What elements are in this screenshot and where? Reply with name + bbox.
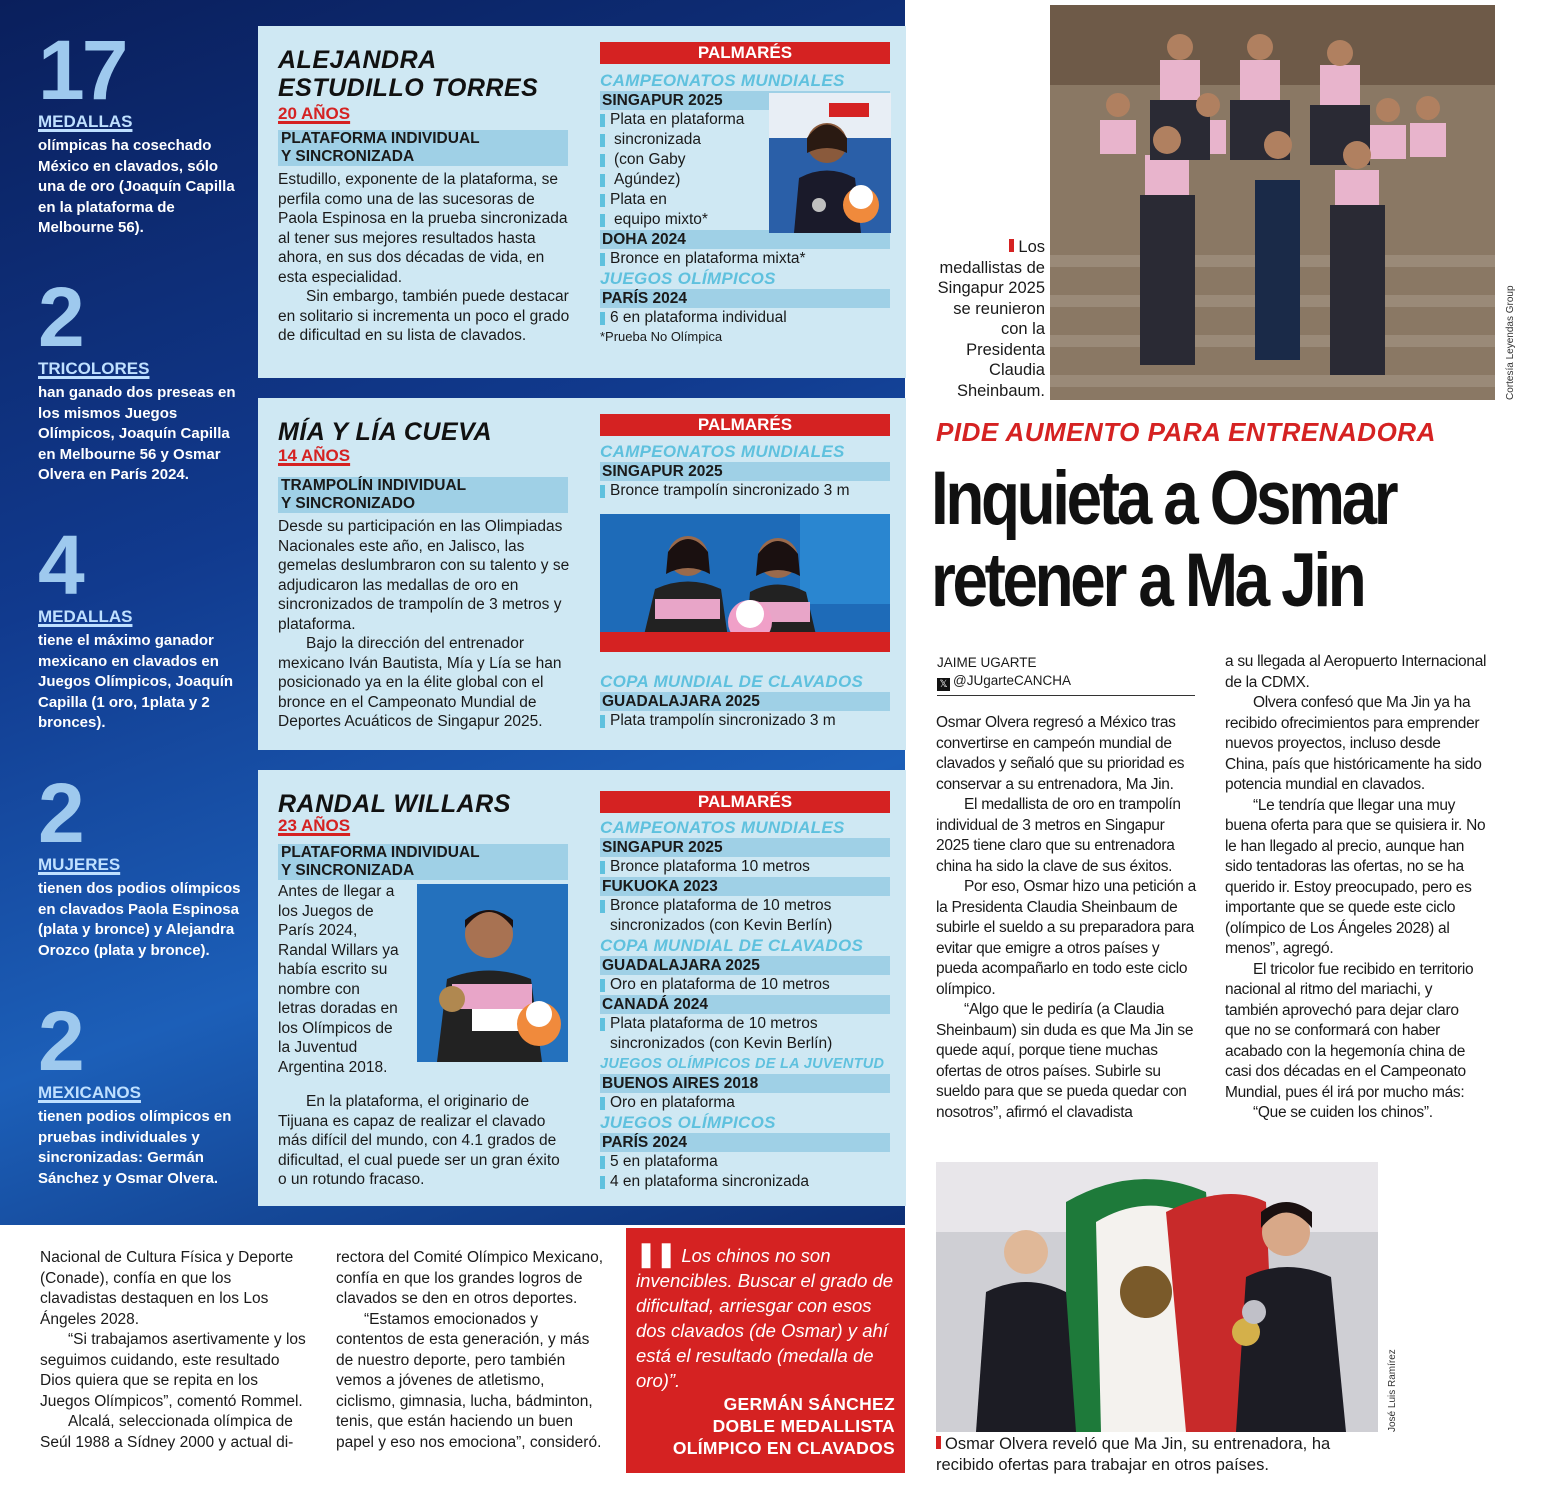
athlete-photo [600, 514, 890, 652]
athlete-category: PLATAFORMA INDIVIDUAL Y SINCRONIZADA [278, 844, 568, 880]
photo-credit-2: José Luis Ramírez [1387, 1349, 1398, 1432]
quote-author-title-2: OLÍMPICO EN CLAVADOS [672, 1438, 895, 1458]
stat-label: MUJERES [38, 855, 121, 874]
stat-description: tiene el máximo ganador mexicano en clavados en Juegos Olímpicos, Joaquín Capilla (1 oro, 1plata y 2 bronces). [38, 632, 234, 731]
athlete-body-2: En la plataforma, el originario de Tijuana es capaz de realizar el clavado más difícil del mundo, con 4.1 grados de dificultad, el cual puede ser un gran éxito o un rotundo fracaso. [278, 1093, 560, 1188]
x-icon: 𝕏 [937, 678, 950, 691]
group-photo [1050, 5, 1495, 400]
article-column-2: a su llegada al Aeropuerto Internacional de la CDMX. Olvera confesó que Ma Jin ya ha recibido ofrecimientos para emprender nuevos proyectos, incluso desde China, país que históricamente ha sido potencia mundial en clavados. “Le tendría que llegar una muy buena oferta para que se quisiera ir. No le han llegado al precio, aunque han sido tentadoras las ofertas, no se ha querido ir. Estoy preocupado, pero es importante que se quede este ciclo (olímpico de Los Ángeles 2028) al menos”, agregó. El tricolor fue recibido en territorio nacional al ritmo del mariachi, y también aprovechó para dejar claro que no se conformará con haber acabado con la hegemonía china de casi dos décadas en el Campeonato Mundial, pues él irá por mucho más: “Que se cuiden los chinos”. [1225, 653, 1487, 1121]
stat-label: MEXICANOS [38, 1083, 141, 1102]
author-handle: 𝕏 @JUgarteCANCHA [937, 672, 1195, 691]
palmares-list: CAMPEONATOS MUNDIALES SINGAPUR 2025 Bronce trampolín sincronizado 3 m [600, 442, 890, 501]
stat-label: MEDALLAS [38, 607, 133, 626]
bottom-column-1: Nacional de Cultura Física y Deporte (Conade), confía en que los clavadistas destaquen en los Los Ángeles 2028. “Si trabajamos asertivamente y los seguimos cuidando, este resultado Dios quiera que se repita en los Juegos Olímpicos”, comentó Rommel. Alcalá, seleccionada olímpica de Seúl 1988 a Sídney 2000 y actual di- [40, 1249, 306, 1451]
stat-number: 2 [38, 994, 82, 1088]
stat-block [38, 766, 248, 961]
palmares-heading: PALMARÉS [600, 42, 890, 64]
stat-number: 2 [38, 766, 82, 860]
article-column-1: Osmar Olvera regresó a México tras convertirse en campeón mundial de clavados y señaló que su prioridad es conservar a su entrenadora, Ma Jin. El medallista de oro en trampolín individual de 3 metros en Singapur 2025 tiene claro que su entrenadora china ha sido la clave de sus éxitos. Por eso, Osmar hizo una petición a la Presidenta Claudia Sheinbaum de subirle el sueldo a su preparadora para evitar que emigre a otros países y pueda acompañarlo en todo este ciclo olímpico. “Algo que le pediría (a Claudia Sheinbaum) sin duda es que Ma Jin se quede aquí, porque tiene muchas ofertas de otros países. Subirle su sueldo para que se pueda quedar con nosotros”, afirmó el clavadista [936, 714, 1196, 1121]
photo-caption-2: Osmar Olvera reveló que Ma Jin, su entrenadora, ha recibido ofertas para trabajar en otros países. [936, 1435, 1331, 1474]
athlete-name: RANDAL WILLARS [278, 790, 511, 818]
athlete-age: 14 AÑOS [278, 446, 351, 465]
author: JAIME UGARTE [937, 655, 1037, 670]
stat-block [38, 518, 248, 734]
headline: Inquieta a Osmar retener a Ma Jin [931, 456, 1396, 623]
bottom-column-2: rectora del Comité Olímpico Mexicano, confía en que los grandes logros de clavados se den en otros deportes. “Estamos emocionados y contentos de esta generación, y más de nuestro deporte, pero también vemos a jóvenes de atletismo, ciclismo, gimnasia, lucha, bádminton, tenis, que están haciendo un buen papel y eso nos emociona”, consideró. [336, 1249, 604, 1451]
palmares-list-2: COPA MUNDIAL DE CLAVADOS GUADALAJARA 2025 Plata trampolín sincronizado 3 m [600, 672, 890, 731]
athlete-card-cueva [258, 398, 906, 750]
quote-box [626, 1228, 905, 1473]
athlete-photo [769, 93, 891, 233]
stat-number: 4 [38, 518, 82, 612]
palmares-heading: PALMARÉS [600, 414, 890, 436]
palmares-list: CAMPEONATOS MUNDIALES SINGAPUR 2025 Plata en plataforma sincronizada (con Gaby Agúndez) Plata en equipo mixto* DOHA 2024 Bronce en plataforma mixta* JUEGOS OLÍMPICOS PARÍS 2024 6 en plataforma individual *Prueba No Olímpica [600, 71, 890, 346]
athlete-card-willars [258, 770, 906, 1206]
stat-number: 17 [38, 23, 126, 117]
palmares-list: CAMPEONATOS MUNDIALES SINGAPUR 2025 Bronce plataforma 10 metros FUKUOKA 2023 Bronce plataforma de 10 metros sincronizados (con Kevin Berlín) COPA MUNDIAL DE CLAVADOS GUADALAJARA 2025 Oro en plataforma de 10 metros CANADÁ 2024 Plata plataforma de 10 metros sincronizados (con Kevin Berlín) JUEGOS OLÍMPICOS DE LA JUVENTUD BUENOS AIRES 2018 Oro en plataforma JUEGOS OLÍMPICOS PARÍS 2024 5 en plataforma 4 en plataforma sincronizada [600, 818, 890, 1192]
stat-block [38, 994, 248, 1189]
athlete-photo [417, 884, 568, 1062]
quote-author: GERMÁN SÁNCHEZ [723, 1394, 895, 1414]
athlete-age: 23 AÑOS [278, 816, 351, 835]
athlete-body: Antes de llegar a los Juegos de París 2024, Randal Willars ya había escrito su nombre con letras doradas en los Olímpicos de la Juventud Argentina 2018. [278, 883, 399, 1076]
photo-caption: Los medallistas de Singapur 2025 se reunieron con la Presidenta Claudia Sheinbaum. [937, 238, 1045, 400]
stat-description: tienen dos podios olímpicos en clavados Paola Espinosa (plata y bronce) y Alejandra Orozco (plata y bronce). [38, 880, 241, 959]
athlete-body: Desde su participación en las Olimpiadas Nacionales este año, en Jalisco, las gemelas deslumbraron con su talento y se adjudicaron las medallas de oro en sincronizados de trampolín de 3 metros y plataforma. Bajo la dirección del entrenador mexicano Iván Bautista, Mía y Lía se han posicionado ya en la élite global con el bronce en el Campeonato Mundial de Deportes Acuáticos de Singapur 2025. [278, 518, 570, 730]
athlete-name: MÍA Y LÍA CUEVA [278, 418, 493, 446]
stats-panel [0, 0, 905, 1225]
stat-label: TRICOLORES [38, 359, 150, 378]
byline [937, 654, 1195, 696]
stat-block [38, 270, 248, 486]
stat-description: olímpicas ha cosechado México en clavados, sólo una de oro (Joaquín Capilla en la plataforma de Melbourne 56). [38, 137, 235, 236]
stat-number: 2 [38, 270, 82, 364]
athlete-name: ALEJANDRA ESTUDILLO TORRES [278, 46, 539, 102]
osmar-photo [936, 1162, 1378, 1432]
stat-label: MEDALLAS [38, 112, 133, 131]
article [905, 0, 1554, 1489]
athlete-card-estudillo [258, 26, 906, 378]
athlete-age: 20 AÑOS [278, 104, 351, 123]
quote-author-title: DOBLE MEDALLISTA [712, 1416, 895, 1436]
athlete-photo-image [769, 93, 891, 233]
athlete-category: TRAMPOLÍN INDIVIDUAL Y SINCRONIZADO [278, 477, 568, 513]
quote-text: ❚❚ Los chinos no son invencibles. Buscar el grado de dificultad, arriesgar con esos dos clavados (de Osmar) y ahí está el resultado (medalla de oro)”. [636, 1241, 894, 1391]
athlete-category: PLATAFORMA INDIVIDUAL Y SINCRONIZADA [278, 130, 568, 166]
palmares-heading: PALMARÉS [600, 791, 890, 813]
photo-credit: Cortesía Leyendas Group [1505, 285, 1516, 400]
athlete-body: Estudillo, exponente de la plataforma, se perfila como una de las sucesoras de Paola Espinosa en la prueba sincronizada al tener sus mejores resultados hasta ahora, en sus dos décadas de vida, en esta especialidad. Sin embargo, también puede destacar en solitario si incrementa un poco el grado de dificultad en su lista de clavados. [278, 171, 570, 344]
kicker: PIDE AUMENTO PARA ENTRENADORA [936, 417, 1436, 447]
stat-description: han ganado dos preseas en los mismos Juegos Olímpicos, Joaquín Capilla en Melbourne 56 y Osmar Olvera en París 2024. [38, 384, 236, 483]
stat-block [38, 23, 248, 239]
stat-description: tienen podios olímpicos en pruebas individuales y sincronizadas: Germán Sánchez y Osmar Olvera. [38, 1108, 232, 1187]
